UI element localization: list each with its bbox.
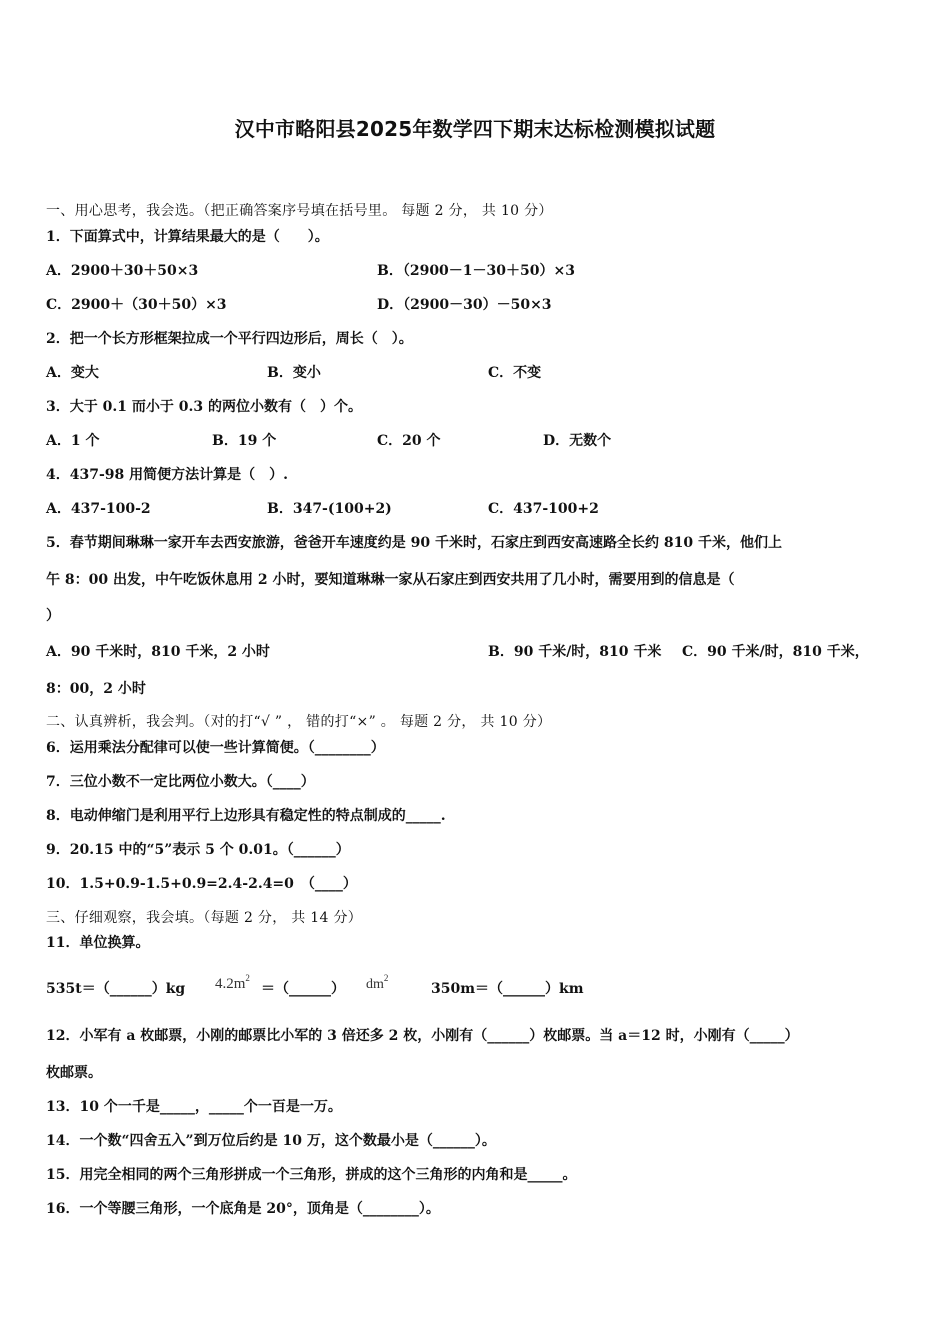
q2-option-b: B．变小 [267,365,321,381]
question-6: 6．运用乘法分配律可以使一些计算简便。（________） [46,740,385,756]
q5-option-c: C．90 千米/时，810 千米， [682,644,869,660]
q1-option-c: C．2900＋（30＋50）×3 [46,297,227,313]
question-7: 7．三位小数不一定比两位小数大。（____） [46,774,315,790]
q11-item-b-unit: $dm^2$ [366,973,389,992]
question-16: 16．一个等腰三角形，一个底角是 20°，顶角是（________）。 [46,1201,440,1217]
q5-option-a: A．90 千米时，810 千米，2 小时 [46,644,270,660]
question-14: 14．一个数“四舍五入”到万位后约是 10 万，这个数最小是（______）。 [46,1133,496,1149]
question-5-line-3: ） [46,608,60,624]
q11-item-a: 535t＝（______）kg [46,981,186,997]
question-11: 11．单位换算。 [46,935,150,951]
q11-item-c: 350m＝（______）km [431,981,584,997]
q4-option-a: A．437-100-2 [46,501,151,517]
q3-option-d: D．无数个 [543,433,612,449]
question-9: 9．20.15 中的“5”表示 5 个 0.01。（______） [46,842,350,858]
question-8: 8．电动伸缩门是利用平行上边形具有稳定性的特点制成的_____. [46,808,446,824]
question-3: 3．大于 0.1 而小于 0.3 的两位小数有（ ）个。 [46,399,362,415]
page-title: 汉中市略阳县2025年数学四下期末达标检测模拟试题 [234,117,716,141]
q11-item-b-value: $4.2m^2$ [215,973,250,992]
question-4: 4．437-98 用简便方法计算是（ ）. [46,467,289,483]
q1-option-a: A．2900＋30＋50×3 [46,263,199,279]
q2-option-a: A．变大 [46,365,99,381]
q1-option-b: B．（2900－1－30＋50）×3 [377,263,575,279]
question-5-line-1: 5．春节期间琳琳一家开车去西安旅游，爸爸开车速度约是 90 千米时，石家庄到西安高速路全长约 810 千米，他们上 [46,535,782,551]
q5-option-b: B．90 千米/时，810 千米 [488,644,662,660]
section-3-heading: 三、仔细观察，我会填。（每题 2 分， 共 14 分） [46,910,363,926]
question-12-line-2: 枚邮票。 [46,1065,102,1081]
q4-option-b: B．347-(100+2) [267,501,392,517]
question-12-line-1: 12．小军有 a 枚邮票，小刚的邮票比小军的 3 倍还多 2 枚，小刚有（______）枚邮票。当 a＝12 时，小刚有（_____） [46,1028,799,1044]
q5-option-c-continued: 8：00，2 小时 [46,681,146,697]
q1-option-d: D．（2900－30）－50×3 [377,297,552,313]
question-13: 13．10 个一千是_____，_____个一百是一万。 [46,1099,342,1115]
section-1-heading: 一、用心思考，我会选。（把正确答案序号填在括号里。 每题 2 分， 共 10 分） [46,203,553,219]
q2-option-c: C．不变 [488,365,542,381]
section-2-heading: 二、认真辨析，我会判。（对的打“√ ” ， 错的打“×” 。 每题 2 分， 共 10 分） [46,714,552,730]
q3-option-b: B．19 个 [212,433,277,449]
question-5-line-2: 午 8：00 出发，中午吃饭休息用 2 小时，要知道琳琳一家从石家庄到西安共用了几小时，需要用到的信息是（ [46,572,735,588]
q11-item-b-blank: ＝（______） [261,981,345,997]
q3-option-c: C．20 个 [377,433,441,449]
question-10: 10．1.5+0.9-1.5+0.9=2.4-2.4=0 （____） [46,876,357,892]
question-15: 15．用完全相同的两个三角形拼成一个三角形，拼成的这个三角形的内角和是_____。 [46,1167,577,1183]
q3-option-a: A．1 个 [46,433,100,449]
question-1: 1．下面算式中，计算结果最大的是（ ）。 [46,229,329,245]
q4-option-c: C．437-100+2 [488,501,599,517]
question-2: 2．把一个长方形框架拉成一个平行四边形后，周长（ ）。 [46,331,413,347]
